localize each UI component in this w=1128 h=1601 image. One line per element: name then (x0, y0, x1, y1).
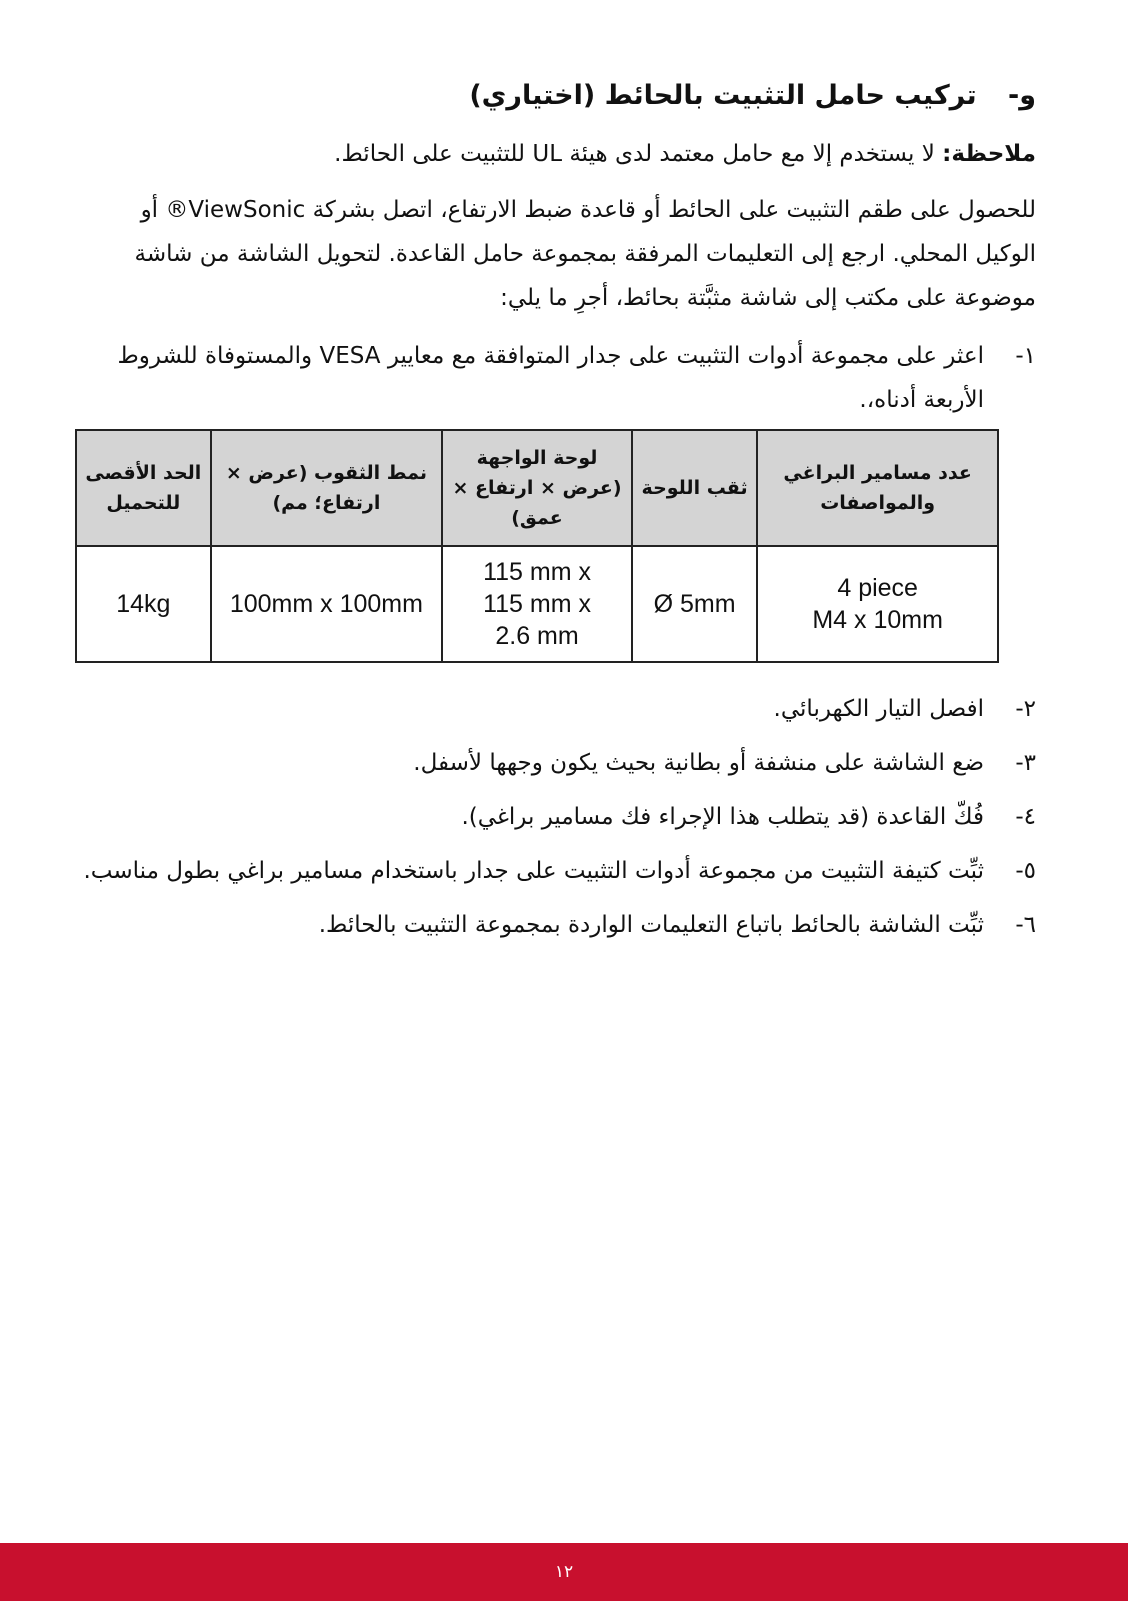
header-plate: لوحة الواجهة (عرض × ارتفاع × عمق) (442, 430, 632, 546)
header-max-load: الحد الأقصى للتحميل (76, 430, 211, 546)
footer-bar (0, 1543, 1128, 1601)
section-number: و- (1008, 80, 1036, 111)
mount-spec-table (75, 429, 999, 663)
step-text: افصل التيار الكهربائي. (773, 696, 984, 722)
page-number: ١٢ (554, 1562, 574, 1582)
table-row (76, 546, 998, 662)
list-item (80, 898, 1036, 952)
screws-size: M4 x 10mm (812, 606, 943, 634)
note (80, 134, 1036, 174)
note-text: لا يستخدم إلا مع حامل معتمد لدى هيئة UL للتثبيت على الحائط. (334, 141, 935, 167)
step-number: ٢- (1015, 696, 1036, 722)
table-header-row (76, 430, 998, 546)
cell-max-load: 14kg (76, 546, 211, 662)
cell-hole: Ø 5mm (632, 546, 757, 662)
plate-depth: 2.6 mm (495, 622, 579, 650)
step-text: فُكّ القاعدة (قد يتطلب هذا الإجراء فك مسامير براغي). (461, 804, 984, 830)
step-1-number: ١- (1015, 343, 1036, 369)
step-number: ٥- (1015, 858, 1036, 884)
plate-width: 115 mm x (483, 558, 591, 586)
list-item (80, 682, 1036, 736)
header-pattern: نمط الثقوب (عرض × ارتفاع؛ مم) (211, 430, 443, 546)
cell-screws (757, 546, 998, 662)
step-1 (92, 334, 1036, 422)
screws-quantity: 4 piece (837, 574, 918, 602)
header-hole: ثقب اللوحة (632, 430, 757, 546)
list-item (80, 844, 1036, 898)
list-item (80, 736, 1036, 790)
intro-paragraph: للحصول على طقم التثبيت على الحائط أو قاعدة ضبط الارتفاع، اتصل بشركة ViewSonic® أو الوكيل المحلي. ارجع إلى التعليمات المرفقة بمجموعة حامل القاعدة. لتحويل الشاشة من شاشة موضوعة على مكتب إلى شاشة مثبَّتة بحائط، أجرِ ما يلي: (134, 197, 1036, 311)
step-text: ثبِّت كتيفة التثبيت من مجموعة أدوات التثبيت على جدار باستخدام مسامير براغي بطول مناسب. (83, 858, 984, 884)
cell-plate (442, 546, 632, 662)
step-1-text: اعثر على مجموعة أدوات التثبيت على جدار المتوافقة مع معايير VESA والمستوفاة للشروط الأربعة أدناه،. (117, 343, 984, 413)
plate-height: 115 mm x (483, 590, 591, 618)
step-text: ضع الشاشة على منشفة أو بطانية بحيث يكون وجهها لأسفل. (413, 750, 984, 776)
cell-pattern: 100mm x 100mm (211, 546, 443, 662)
list-item (80, 790, 1036, 844)
note-label: ملاحظة: (942, 141, 1036, 167)
step-number: ٣- (1015, 750, 1036, 776)
section-title: تركيب حامل التثبيت بالحائط (اختياري) (469, 80, 977, 111)
header-screws: عدد مسامير البراغي والمواصفات (757, 430, 998, 546)
steps-list (80, 682, 1036, 952)
step-number: ٦- (1015, 912, 1036, 938)
step-number: ٤- (1015, 804, 1036, 830)
step-text: ثبِّت الشاشة بالحائط باتباع التعليمات الواردة بمجموعة التثبيت بالحائط. (318, 912, 984, 938)
section-heading (80, 74, 1036, 118)
